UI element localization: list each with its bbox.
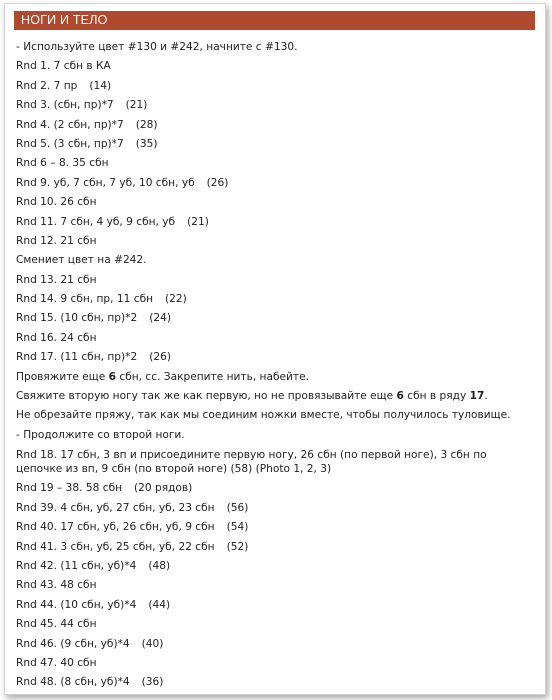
stitch-count: (14) — [89, 79, 112, 92]
stitch-count: (56) — [226, 501, 249, 514]
instruction-line — [16, 654, 531, 673]
tie-off-bold: 6 — [108, 370, 117, 383]
instruction-text: Rnd 41. 3 сбн, уб, 25 сбн, уб, 22 сбн — [16, 540, 215, 553]
instruction-line — [16, 251, 531, 270]
stitch-count: (24) — [149, 312, 171, 325]
second-leg-text-1: Свяжите вторую ногу так же как первую, но не провязывайте еще — [16, 390, 397, 403]
instruction-text: Rnd 44. (10 сбн, уб)*4 — [16, 598, 137, 611]
stitch-count: (44) — [148, 598, 171, 611]
instruction-line — [16, 499, 531, 518]
stitch-count: (48) — [148, 559, 171, 572]
stitch-count: (26) — [149, 351, 171, 364]
instruction-text: Rnd 16. 24 сбн — [16, 331, 97, 344]
second-leg-bold-2: 17 — [469, 390, 485, 403]
instruction-text: Rnd 6 – 8. 35 сбн — [16, 157, 109, 170]
instruction-text: Rnd 2. 7 пр — [16, 79, 78, 92]
instruction-text: Rnd 45. 44 сбн — [16, 618, 97, 631]
instruction-line — [16, 518, 531, 537]
section-title: НОГИ И ТЕЛО — [14, 11, 535, 30]
instruction-line — [16, 615, 531, 634]
instruction-line — [16, 309, 531, 328]
stitch-count: (28) — [135, 118, 158, 131]
stitch-count: (36) — [141, 676, 164, 689]
instruction-line — [16, 479, 531, 498]
instruction-text: Rnd 19 – 38. 58 сбн — [16, 482, 123, 495]
instruction-line — [16, 348, 531, 367]
instruction-text: Rnd 14. 9 сбн, пр, 11 сбн — [16, 293, 154, 306]
instruction-line — [16, 57, 531, 76]
instruction-text: Rnd 4. (2 сбн, пр)*7 — [16, 118, 124, 131]
round-18-instruction: Rnd 18. 17 сбн, 3 вп и присоедините первую ногу, 26 сбн (по первой ноге), 3 сбн по цепочке из вп, 9 сбн (по второй ноге) (58) (Photo 1, 2, 3) — [16, 448, 487, 476]
instruction-text: Rnd 48. (8 сбн, уб)*4 — [16, 676, 130, 689]
instruction-line — [16, 135, 531, 154]
stitch-count: (21) — [187, 215, 209, 228]
instruction-text: Rnd 40. 17 сбн, уб, 26 сбн, уб, 9 сбн — [16, 521, 215, 534]
document-page — [4, 3, 546, 695]
instruction-text: Rnd 17. (11 сбн, пр)*2 — [16, 351, 138, 364]
instruction-text: Rnd 1. 7 сбн в КА — [16, 60, 111, 73]
instruction-text: Rnd 5. (3 сбн, пр)*7 — [16, 137, 124, 150]
instruction-text: Rnd 47. 40 сбн — [16, 656, 97, 669]
instruction-text: Rnd 9. уб, 7 сбн, 7 уб, 10 сбн, уб — [16, 176, 195, 189]
instruction-text: Rnd 11. 7 сбн, 4 уб, 9 сбн, уб — [16, 215, 176, 228]
instructions-body — [16, 38, 531, 693]
instruction-text: Rnd 3. (сбн, пр)*7 — [16, 99, 114, 112]
instruction-line — [16, 673, 531, 692]
instruction-line — [16, 154, 531, 173]
instruction-line — [16, 426, 531, 445]
instruction-text: Rnd 42. (11 сбн, уб)*4 — [16, 559, 137, 572]
tie-off-text-2: сбн, сс. Закрепите нить, набейте. — [116, 370, 309, 383]
second-leg-text-3: . — [484, 390, 488, 403]
instruction-line — [16, 329, 531, 348]
instruction-text: Rnd 13. 21 сбн — [16, 273, 97, 286]
stitch-count: (26) — [206, 176, 229, 189]
instruction-line — [16, 38, 531, 57]
instruction-line — [16, 596, 531, 615]
stitch-count: (35) — [135, 137, 158, 150]
instruction-line — [16, 406, 531, 425]
instruction-text: Не обрезайте пряжу, так как мы соединим ножки вместе, чтобы получилось туловище. — [16, 409, 511, 422]
instruction-line — [16, 557, 531, 576]
instruction-line — [16, 96, 531, 115]
instruction-text: Rnd 43. 48 сбн — [16, 579, 97, 592]
instruction-line — [16, 635, 531, 654]
rounds-body — [16, 479, 531, 692]
stitch-count: (21) — [125, 99, 148, 112]
instruction-text: Rnd 10. 26 сбн — [16, 196, 97, 209]
instruction-text: - Продолжите со второй ноги. — [16, 428, 185, 441]
instruction-line — [16, 116, 531, 135]
instruction-text: Rnd 46. (9 сбн, уб)*4 — [16, 637, 130, 650]
second-leg-text-2: сбн в ряду — [403, 390, 470, 403]
instruction-text: Смениет цвет на #242. — [16, 254, 147, 267]
instruction-line — [16, 77, 531, 96]
notes — [16, 406, 531, 445]
instruction-text: - Используйте цвет #130 и #242, начните с #130. — [16, 41, 298, 53]
instruction-line — [16, 576, 531, 595]
stitch-count: (52) — [226, 540, 249, 553]
second-leg-instruction — [16, 387, 531, 406]
instruction-line — [16, 193, 531, 212]
stitch-count: (22) — [165, 293, 187, 306]
rounds-legs — [16, 38, 531, 368]
second-leg-bold-1: 6 — [396, 390, 404, 403]
tie-off-text-1: Провяжите еще — [16, 370, 109, 383]
stitch-count: (20 рядов) — [134, 482, 193, 495]
stitch-count: (40) — [141, 637, 164, 650]
instruction-text: Rnd 15. (10 сбн, пр)*2 — [16, 312, 138, 325]
stitch-count: (54) — [226, 521, 249, 534]
instruction-text: Rnd 39. 4 сбн, уб, 27 сбн, уб, 23 сбн — [16, 501, 215, 514]
instruction-line — [16, 213, 531, 232]
tie-off-instruction — [16, 368, 531, 387]
instruction-line — [16, 290, 531, 309]
instruction-text: Rnd 12. 21 сбн — [16, 234, 97, 247]
instruction-line — [16, 232, 531, 251]
instruction-line — [16, 174, 531, 193]
instruction-line — [16, 271, 531, 290]
instruction-line — [16, 538, 531, 557]
